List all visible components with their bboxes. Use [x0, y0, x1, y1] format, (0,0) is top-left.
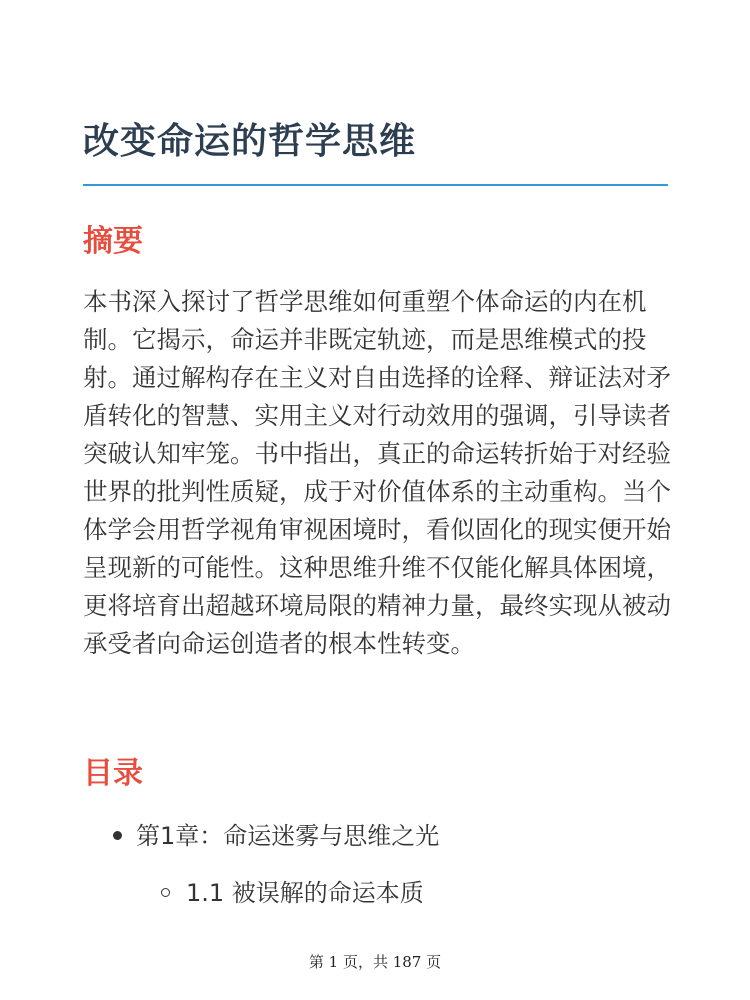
- toc-item-section-1-1[interactable]: [161, 876, 424, 910]
- document-title: 改变命运的哲学思维: [83, 121, 417, 162]
- toc-item-label: 第1章：命运迷雾与思维之光: [136, 822, 440, 850]
- disc-bullet-icon: [113, 831, 122, 840]
- summary-heading: 摘要: [83, 224, 143, 259]
- circle-bullet-icon: [161, 888, 170, 897]
- title-divider: [83, 184, 668, 186]
- summary-text: 本书深入探讨了哲学思维如何重塑个体命运的内在机制。它揭示，命运并非既定轨迹，而是思维模式的投射。通过解构存在主义对自由选择的诠释、辩证法对矛盾转化的智慧、实用主义对行动效用的强调，引导读者突破认知牢笼。书中指出，真正的命运转折始于对经验世界的批判性质疑，成于对价值体系的主动重构。当个体学会用哲学视角审视困境时，看似固化的现实便开始呈现新的可能性。这种思维升维不仅能化解具体困境，更将培育出超越环境局限的精神力量，最终实现从被动承受者向命运创造者的根本性转变。: [83, 287, 671, 658]
- toc-heading: 目录: [83, 756, 143, 791]
- page-footer: 第 1 页，共 187 页: [308, 953, 442, 971]
- toc-item-label: 1.1 被误解的命运本质: [186, 879, 424, 907]
- toc-item-chapter-1[interactable]: [113, 819, 439, 853]
